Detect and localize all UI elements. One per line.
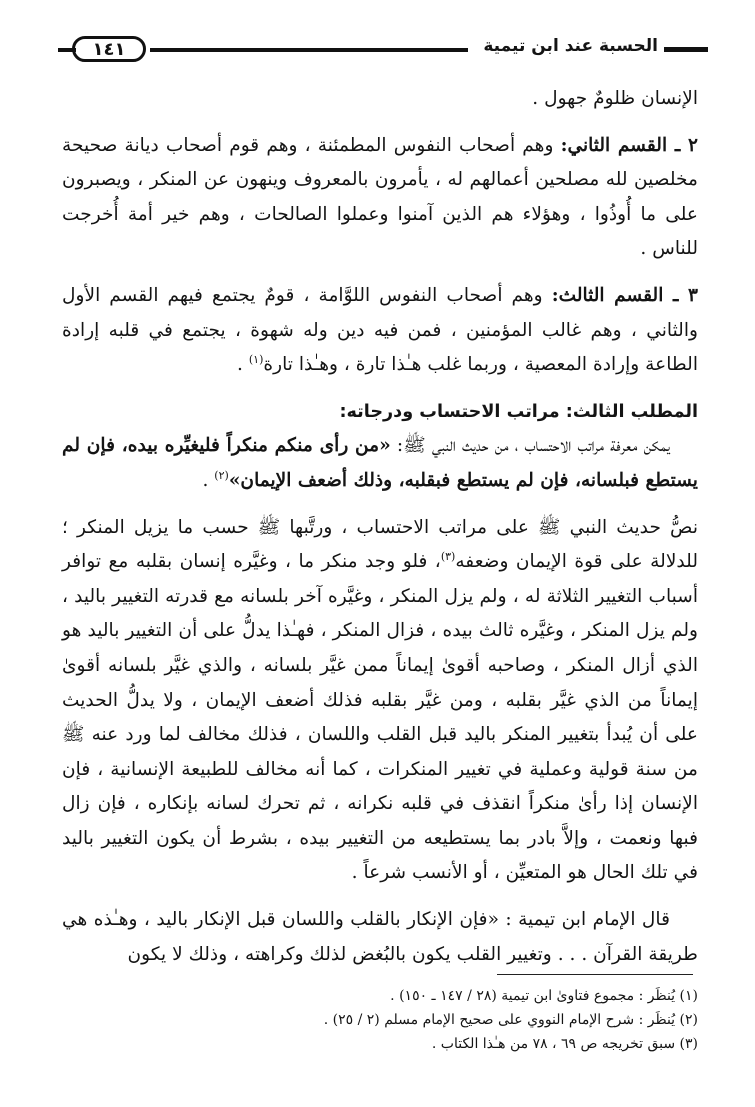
header-rule-left xyxy=(150,48,468,52)
second-type-label: ٢ ـ القسم الثاني: xyxy=(560,134,698,156)
explanation-part-a: نصُّ حديث النبي ﷺ على مراتب الاحتساب ، ورتَّبها ﷺ حسب ما يزيل المنكر ؛ للدلالة على قوة الإيمان وضعفه xyxy=(62,516,699,573)
footnote-ref-2: (٢) xyxy=(214,468,229,482)
main-text xyxy=(62,82,698,972)
hadith-quote: «من رأى منكم منكراً فليغيِّره بيده، فإن لم يستطع فبلسانه، فإن لم يستطع فبقلبه، وذلك أضعف الإيمان» xyxy=(62,435,698,491)
footnote-ref-3: (٣) xyxy=(440,549,456,563)
paragraph-quote-ibn-taymiyya: قال الإمام ابن تيمية : «فإن الإنكار بالقلب واللسان قبل الإنكار باليد ، وهـٰذه هي طريقة القرآن . . . وتغيير القلب يكون بالبُغض لذلك وكراهته ، وذلك لا يكون xyxy=(62,909,698,965)
footnote-1: (١) يُنظَر : مجموع فتاوىٰ ابن تيمية (٢٨ / ١٤٧ ـ ١٥٠) . xyxy=(390,988,698,1004)
explanation-part-b: ، فلو وجد منكر ما ، وغيَّره إنسان بقلبه مع توافر أسباب التغيير الثلاثة له ، ولم يزل المنكر ، وغيَّره آخر بلسانه مع قدرته التغيير باليد ، ولم يزل المنكر ، وغيَّره ثالث بيده ، فزال المنكر ، فهـٰذا يدلُّ على أن التغيير باليد هو الذي أزال المنكر ، وصاحبه أقوىٰ إيماناً ممن غيَّر بلسانه ، والذي غيَّر بلسانه أقوىٰ إيماناً من الذي غيَّر بقلبه ، ومن غيَّر بقلبه فذلك أضعف الإيمان ، ولا يدلُّ الحديث على أن يُبدأ بتغيير المنكر باليد قبل القلب واللسان ، فذلك مخالف لما ورد عنه ﷺ من سنة قولية وعملية في تغيير المنكرات ، كما أنه مخالف للطبيعة الإنسانية ، فإن الإنسان إذا رأىٰ منكراً انقذف في قلبه نكرانه ، ثم تحرك لسانه بإنكاره ، فإن زال فبها ونعمت ، وإلاَّ بادر بما يستطيعه من التغيير بيده ، بشرط أن يكون التغيير باليد في تلك الحال هو المتعيِّن ، أو الأنسب شرعاً . xyxy=(62,551,698,884)
header-rule-end xyxy=(58,48,76,52)
page-number: ١٤١ xyxy=(72,36,146,62)
footnotes xyxy=(62,984,698,1056)
paragraph-continued: الإنسان ظلومٌ جهول . xyxy=(532,88,698,109)
header-rule-right xyxy=(664,47,708,52)
section-heading: المطلب الثالث: مراتب الاحتساب ودرجاته: xyxy=(339,401,698,422)
third-type-label: ٣ ـ القسم الثالث: xyxy=(551,284,698,306)
running-title: الحسبة عند ابن تيمية xyxy=(483,36,658,56)
third-type-end: . xyxy=(237,354,249,376)
hadith-end: . xyxy=(202,469,215,491)
footnote-2: (٢) يُنظَر : شرح الإمام النووي على صحيح الإمام مسلم (٢ / ٢٥) . xyxy=(323,1012,698,1028)
paragraph-hadith xyxy=(62,429,698,498)
hadith-lead: يمكن معرفة مراتب الاحتساب ، من حديث النبي ﷺ: xyxy=(390,435,670,457)
footnote-ref-1: (١) xyxy=(248,352,264,366)
paragraph-second-type xyxy=(62,129,698,267)
second-type-text: وهم أصحاب النفوس المطمئنة ، وهم قوم أصحاب ديانة صحيحة مخلصين لله مصلحين أعمالهم له ، يأمرون بالمعروف وينهون عن المنكر ، ويصبرون على ما أُوذُوا ، وهؤلاء هم الذين آمنوا وعملوا الصالحات ، وهم خير أمة أُخرجت للناس . xyxy=(62,134,698,260)
footnote-3: (٣) سبق تخريجه ص ٦٩ ، ٧٨ من هـٰذا الكتاب . xyxy=(431,1036,698,1052)
footnote-separator xyxy=(497,974,693,975)
third-type-text: وهم أصحاب النفوس اللوَّامة ، قومٌ يجتمع فيهم القسم الأول والثاني ، وهم غالب المؤمنين ، فمن فيه دين وله شهوة ، يجتمع في قلبه إرادة الطاعة وإرادة المعصية ، وربما غلب هـٰذا تارة ، وهـٰذا تارة xyxy=(62,284,698,376)
paragraph-third-type xyxy=(62,279,698,383)
paragraph-explanation xyxy=(62,511,698,892)
page-header xyxy=(58,36,708,66)
